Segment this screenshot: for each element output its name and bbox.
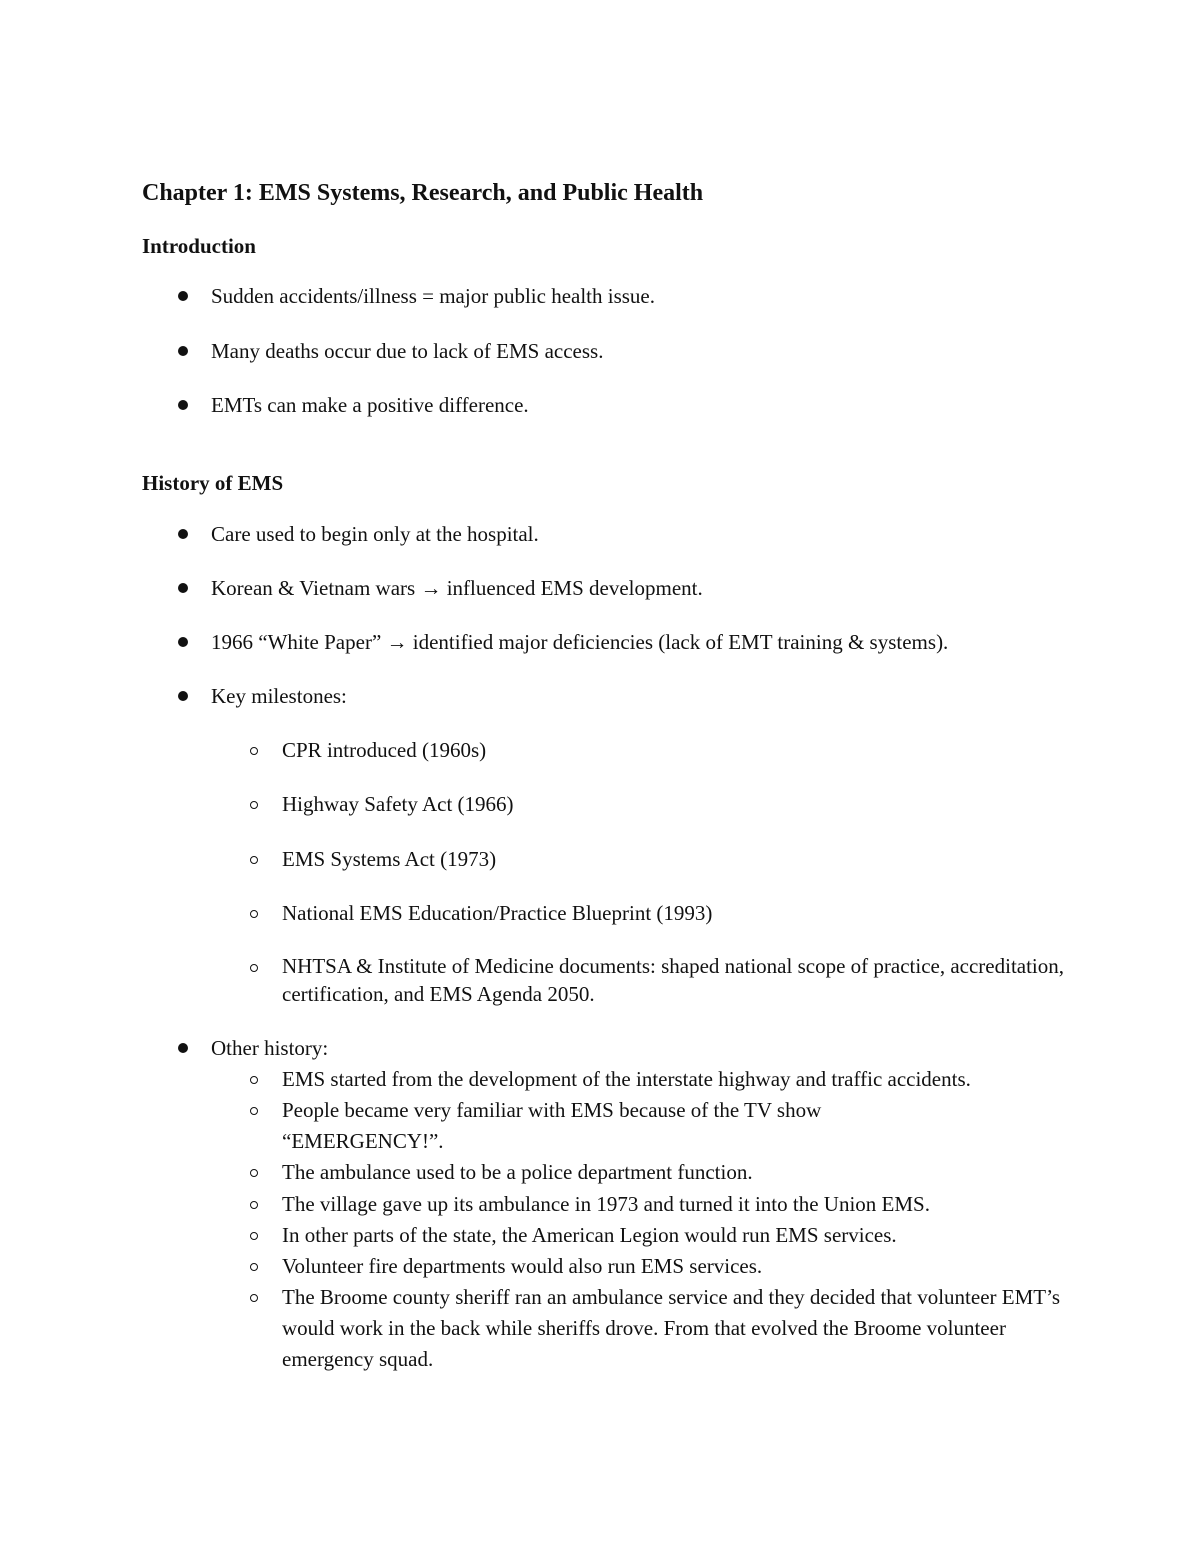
chapter-title: Chapter 1: EMS Systems, Research, and Public Health (142, 180, 704, 206)
sub-list-item (282, 1064, 1082, 1095)
circle-bullet-icon (250, 1201, 258, 1209)
sub-list-item-text: Highway Safety Act (1966) (282, 792, 514, 816)
sub-list-item-text: The village gave up its ambulance in 1973 and turned it into the Union EMS. (282, 1192, 930, 1216)
section-heading-history: History of EMS (142, 471, 284, 495)
list-item-text: Key milestones: (211, 684, 347, 708)
sub-list-item (282, 1220, 1082, 1251)
list-item (211, 390, 1111, 421)
list-item (211, 1033, 1111, 1064)
sub-list-item-text: EMS started from the development of the interstate highway and traffic accidents. (282, 1067, 971, 1091)
sub-list-item-text: Volunteer fire departments would also run EMS services. (282, 1254, 763, 1278)
section-heading-introduction: Introduction (142, 234, 256, 258)
bullet-icon (178, 291, 188, 301)
sub-list-item (282, 1095, 922, 1157)
bullet-icon (178, 400, 188, 410)
bullet-icon (178, 583, 188, 593)
circle-bullet-icon (250, 964, 258, 972)
bullet-icon (178, 637, 188, 647)
sub-list-item-text: CPR introduced (1960s) (282, 738, 487, 762)
list-item-text: Many deaths occur due to lack of EMS access. (211, 339, 604, 363)
list-item (211, 519, 1111, 550)
sub-list-item (282, 844, 1082, 875)
sub-list-item-text: The ambulance used to be a police department function. (282, 1160, 753, 1184)
sub-list-item (282, 735, 1082, 766)
bullet-icon (178, 529, 188, 539)
list-item-text: Korean & Vietnam wars → influenced EMS development. (211, 576, 703, 600)
list-item-text: 1966 “White Paper” → identified major deficiencies (lack of EMT training & systems). (211, 630, 949, 654)
list-item (211, 573, 1111, 604)
list-item-text: Sudden accidents/illness = major public health issue. (211, 284, 656, 308)
list-item (211, 681, 1111, 712)
circle-bullet-icon (250, 1263, 258, 1271)
bullet-icon (178, 346, 188, 356)
sub-list-item (282, 898, 1082, 929)
sub-list-item (282, 1189, 1082, 1220)
circle-bullet-icon (250, 856, 258, 864)
sub-list-item-text: EMS Systems Act (1973) (282, 847, 497, 871)
list-item-text: Care used to begin only at the hospital. (211, 522, 539, 546)
list-item (211, 627, 1111, 658)
sub-list-item-text: People became very familiar with EMS because of the TV show “EMERGENCY!”. (282, 1098, 822, 1153)
sub-list-item (282, 1282, 1072, 1375)
circle-bullet-icon (250, 1294, 258, 1302)
circle-bullet-icon (250, 1076, 258, 1084)
bullet-icon (178, 1043, 188, 1053)
sub-list-item-text: In other parts of the state, the American Legion would run EMS services. (282, 1223, 897, 1247)
circle-bullet-icon (250, 747, 258, 755)
sub-list-item (282, 952, 1082, 1008)
circle-bullet-icon (250, 801, 258, 809)
sub-list-item (282, 1251, 1082, 1282)
circle-bullet-icon (250, 1107, 258, 1115)
sub-list-item (282, 1157, 1082, 1188)
sub-list-item-text: The Broome county sheriff ran an ambulance service and they decided that volunteer EMT’s would work in the back while sheriffs drove. From that evolved the Broome volunteer emergency squad. (282, 1285, 1061, 1371)
list-item (211, 281, 1111, 312)
sub-list-item-text: National EMS Education/Practice Blueprint (1993) (282, 901, 713, 925)
sub-list-item-text: NHTSA & Institute of Medicine documents: shaped national scope of practice, accreditation, certification, and EMS Agenda 2050. (282, 954, 1065, 1006)
circle-bullet-icon (250, 1232, 258, 1240)
sub-list-item (282, 789, 1082, 820)
bullet-icon (178, 691, 188, 701)
list-item (211, 336, 1111, 367)
circle-bullet-icon (250, 910, 258, 918)
list-item-text: Other history: (211, 1036, 329, 1060)
list-item-text: EMTs can make a positive difference. (211, 393, 529, 417)
circle-bullet-icon (250, 1169, 258, 1177)
